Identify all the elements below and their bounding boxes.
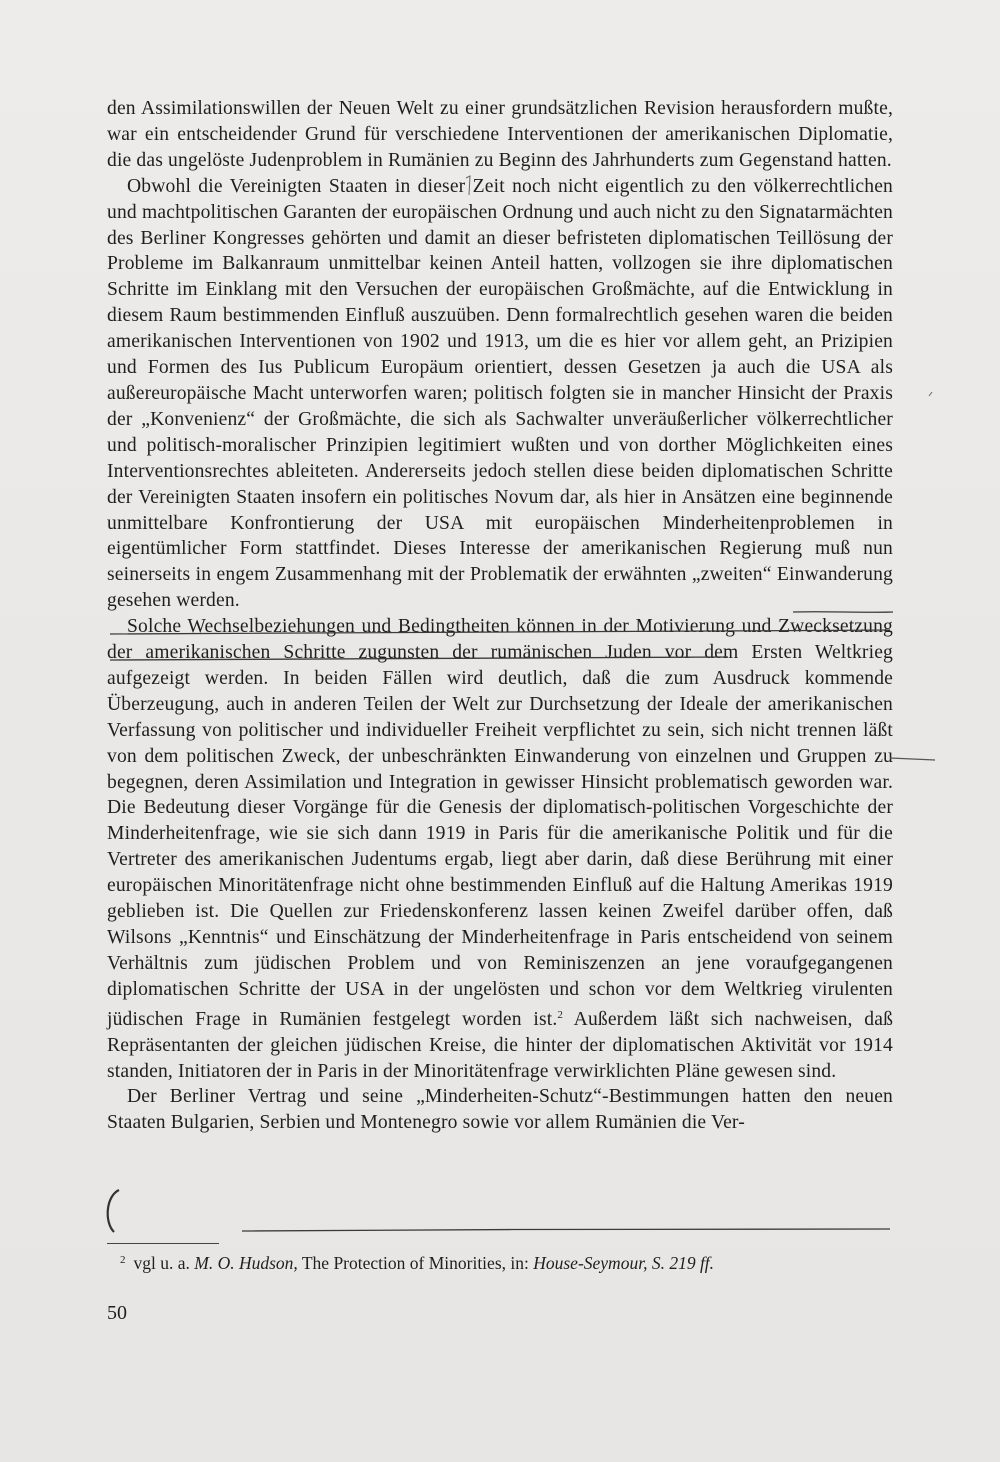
footnote-title: The Protection of Minorities, in:	[297, 1253, 534, 1273]
paragraph-4: Der Berliner Vertrag und seine „Minderheiten-Schutz“-Bestimmungen hatten den neuen Staaten Bulgarien, Serbien und Montenegro sowie vor allem Rumänien die Ver-	[107, 1086, 893, 1134]
footnote-number: 2	[120, 1254, 126, 1266]
footnote-prefix: vgl u. a.	[133, 1253, 195, 1273]
footnote-divider	[107, 1243, 219, 1244]
footnote-reference: 2	[557, 1008, 564, 1021]
paragraph-3-continuation: Außerdem läßt sich nachweisen, daß Repräsentanten der gleichen jüdischen Kreise, die hinter der diplomatischen Aktivität vor 1914 standen, Initiatoren der in Paris in der Minoritätenfrage verwirklichten Pläne gewesen sind.	[107, 1008, 894, 1082]
footnote	[120, 1249, 890, 1274]
paragraph-2: Obwohl die Vereinigten Staaten in dieser Zeit noch nicht eigentlich zu den völkerrechtlichen und machtpolitischen Garanten der europäischen Ordnung und auch nicht zu den Signatarmächten des Berliner Kongresses gehörten und damit an dieser befristeten diplomatischen Teillösung der Probleme im Balkanraum unmittelbar keinen Anteil hatten, vollzogen sie ihre diplomatischen Schritte im Einklang mit den Versuchen der europäischen Großmächte, auf die Entwicklung in diesem Raum bestimmenden Einfluß auszuüben. Denn formalrechtlich gesehen waren die beiden amerikanischen Interventionen von 1902 und 1913, um die es hier vor allem geht, an Prizipien und Formen des Ius Publicum Europäum orientiert, dessen Gesetzen ja auch die USA als außereuropäische Macht unterworfen waren; politisch folgten sie in mancher Hinsicht der Praxis der „Konvenienz“ der Großmächte, die sich als Sachwalter unveräußerlicher völkerrechtlicher und politisch-moralischer Prinzipien legitimiert wußten und von dorther Möglichkeiten eines Interventionsrechtes ableiteten. Andererseits jedoch stellen diese beiden diplomatischen Schritte der Vereinigten Staaten insofern ein politisches Novum dar, als hier in Ansätzen eine beginnende unmittelbare Konfrontierung der USA mit europäischen Minderheitenproblemen in eigentümlicher Form stattfindet. Dieses Interesse der amerikanischen Regierung muß nun seinerseits in engem Zusammenhang mit der Problematik der erwähnten „zweiten“ Einwanderung gesehen werden.	[107, 175, 893, 612]
paragraph-1: den Assimilationswillen der Neuen Welt zu einer grundsätzlichen Revision herausfordern mußte, war ein entscheidender Grund für verschiedene Interventionen der amerikanischen Diplomatie, die das ungelöste Judenproblem in Rumänien zu Beginn des Jahrhunderts zum Gegenstand hatten.	[107, 98, 893, 171]
pencil-underline-4	[242, 1229, 890, 1231]
footnote-source: House-Seymour, S. 219 ff.	[533, 1253, 715, 1273]
paragraph-3-text: Solche Wechselbeziehungen und Bedingtheiten können in der Motivierung und Zwecksetzung der amerikanischen Schritte zugunsten der rumänischen Juden vor dem Ersten Weltkrieg aufgezeigt werden. In beiden Fällen wird deutlich, daß die zum Ausdruck kommende Überzeugung, auch in anderen Teilen der Welt zur Durchsetzung der Ideale der amerikanischen Verfassung von politischer und individueller Freiheit verpflichtet zu sein, sich nicht trennen läßt von dem politischen Zweck, der unbeschränkten Einwanderung von einzelnen und Gruppen zu begegnen, deren Assimilation und Integration in gewisser Hinsicht problematisch geworden war. Die Bedeutung dieser Vorgänge für die Genesis der diplomatisch-politischen Vorgeschichte der Minderheitenfrage, wie sie sich dann 1919 in Paris für die amerikanische Politik und für die Vertreter des amerikanischen Judentums ergab, liegt aber darin, daß diese Berührung mit einer europäischen Minoritätenfrage nicht ohne bestimmenden Einfluß auf die Haltung Amerikas 1919 geblieben ist. Die Quellen zur Friedenskonferenz lassen keinen Zweifel darüber offen, daß Wilsons „Kenntnis“ und Einschätzung der Minderheitenfrage in Paris entscheidend von seinem Verhältnis zum jüdischen Problem und von Reminiszenzen an jene voraufgegangenen diplomatischen Schritte der USA in der ungelösten und schon vor dem Weltkrieg virulenten jüdischen Frage in Rumänien festgelegt worden ist.	[107, 616, 893, 1030]
paragraph-3	[107, 614, 893, 1084]
pencil-margin-dash	[890, 758, 935, 760]
page-number: 50	[107, 1302, 127, 1324]
footnote-author: M. O. Hudson,	[194, 1253, 298, 1273]
pencil-mark	[929, 392, 932, 396]
body-text	[107, 96, 893, 1136]
pencil-bracket	[108, 1190, 119, 1232]
